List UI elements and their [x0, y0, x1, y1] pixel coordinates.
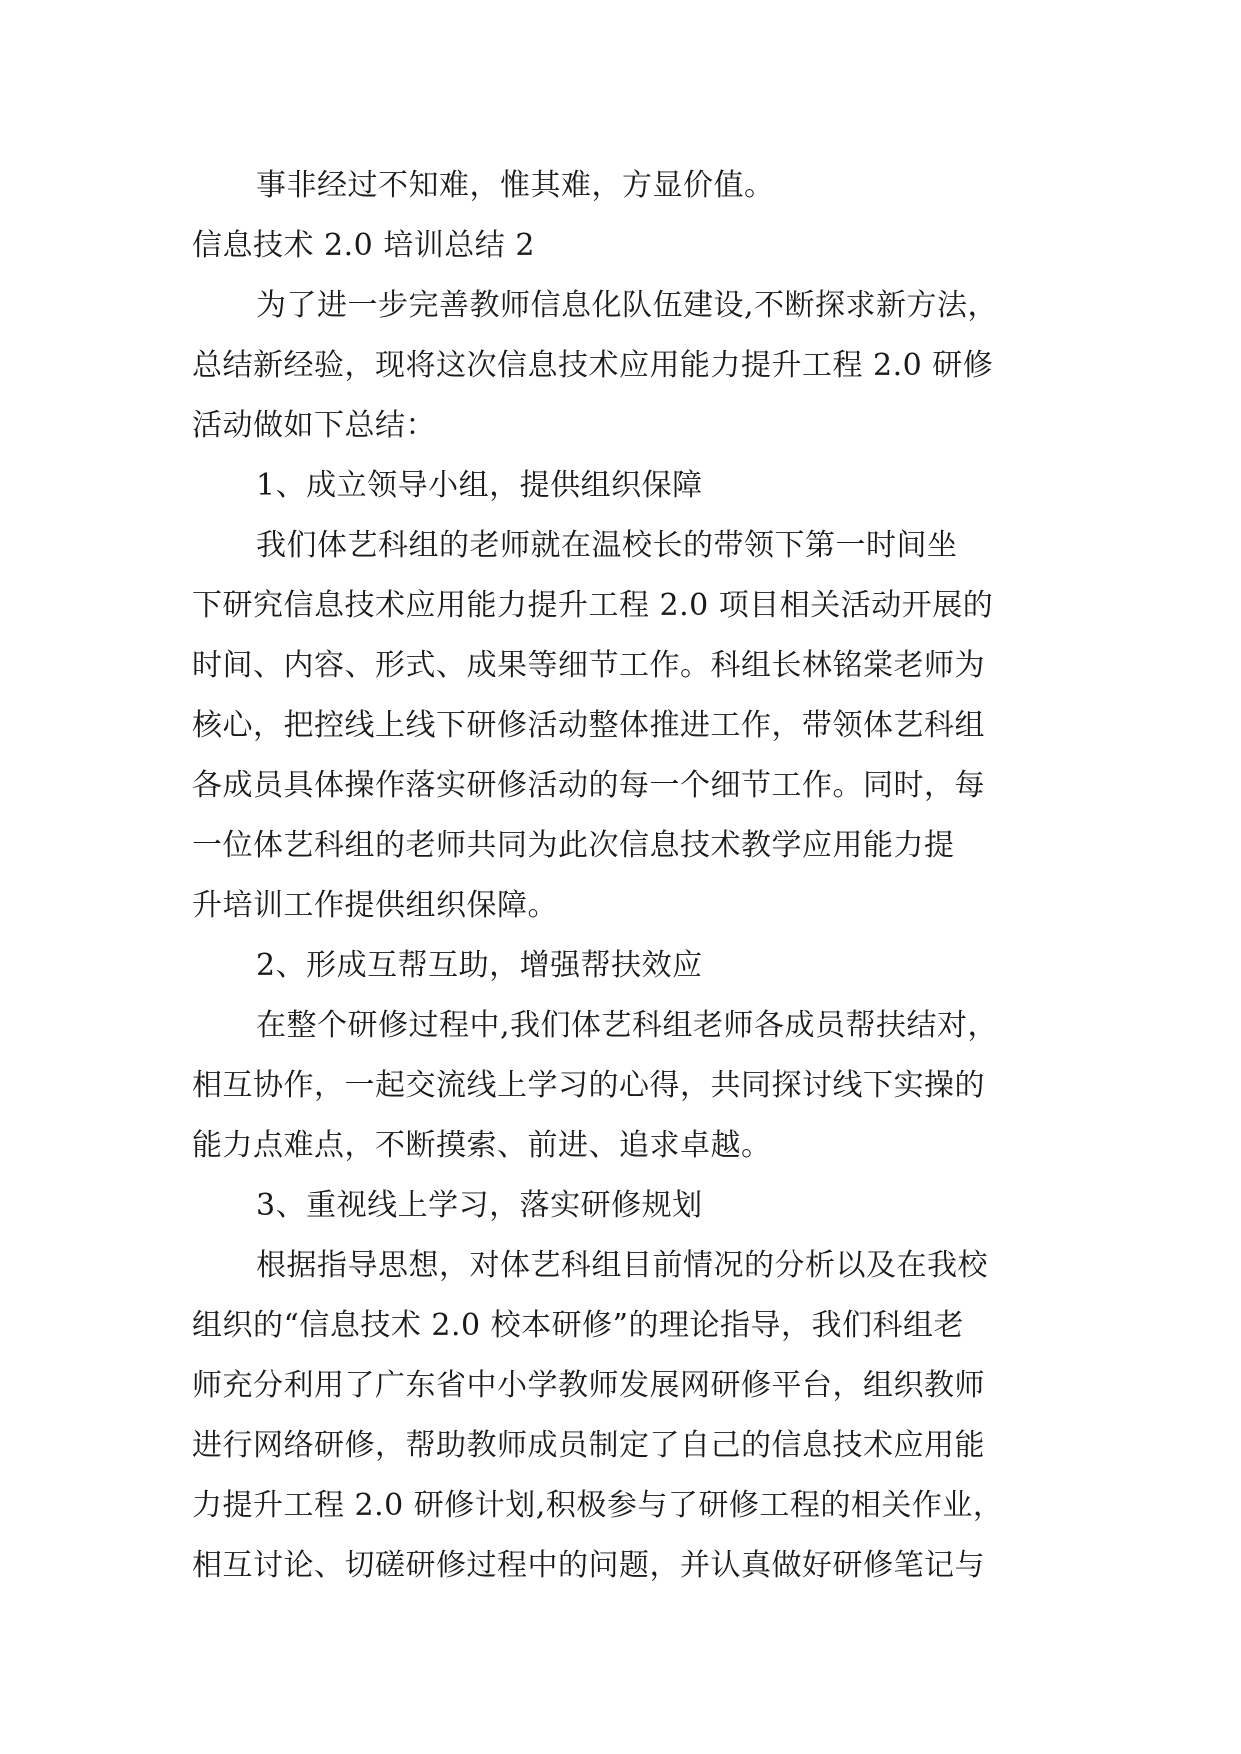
paragraph-line: 总结新经验，现将这次信息技术应用能力提升工程 2.0 研修 [192, 348, 994, 383]
paragraph-line: 相互协作，一起交流线上学习的心得，共同探讨线下实操的 [192, 1068, 985, 1103]
paragraph-line: 组织的“信息技术 2.0 校本研修”的理论指导，我们科组老 [192, 1308, 964, 1343]
paragraph-line: 师充分利用了广东省中小学教师发展网研修平台，组织教师 [192, 1368, 985, 1403]
paragraph-line: 根据指导思想，对体艺科组目前情况的分析以及在我校 [256, 1248, 988, 1283]
paragraph-line: 各成员具体操作落实研修活动的每一个细节工作。同时，每 [192, 768, 985, 803]
paragraph-line: 力提升工程 2.0 研修计划,积极参与了研修工程的相关作业， [192, 1488, 1004, 1523]
section-heading: 信息技术 2.0 培训总结 2 [192, 228, 535, 263]
paragraph-line: 事非经过不知难，惟其难，方显价值。 [256, 168, 775, 203]
subsection-heading: 2、形成互帮互助，增强帮扶效应 [256, 948, 703, 983]
paragraph-line: 核心，把控线上线下研修活动整体推进工作，带领体艺科组 [192, 708, 985, 743]
subsection-heading: 1、成立领导小组，提供组织保障 [256, 468, 703, 503]
paragraph-line: 在整个研修过程中,我们体艺科组老师各成员帮扶结对， [256, 1008, 999, 1043]
paragraph-line: 进行网络研修，帮助教师成员制定了自己的信息技术应用能 [192, 1428, 985, 1463]
paragraph-line: 我们体艺科组的老师就在温校长的带领下第一时间坐 [256, 528, 958, 563]
paragraph-line: 能力点难点，不断摸索、前进、追求卓越。 [192, 1128, 772, 1163]
paragraph-line: 为了进一步完善教师信息化队伍建设,不断探求新方法， [256, 288, 999, 323]
paragraph-line: 时间、内容、形式、成果等细节工作。科组长林铭棠老师为 [192, 648, 985, 683]
subsection-heading: 3、重视线上学习，落实研修规划 [256, 1188, 703, 1223]
paragraph-line: 活动做如下总结： [192, 408, 436, 443]
paragraph-line: 一位体艺科组的老师共同为此次信息技术教学应用能力提 [192, 828, 955, 863]
paragraph-line: 相互讨论、切磋研修过程中的问题，并认真做好研修笔记与 [192, 1548, 985, 1583]
paragraph-line: 下研究信息技术应用能力提升工程 2.0 项目相关活动开展的 [192, 588, 994, 623]
paragraph-line: 升培训工作提供组织保障。 [192, 888, 558, 923]
